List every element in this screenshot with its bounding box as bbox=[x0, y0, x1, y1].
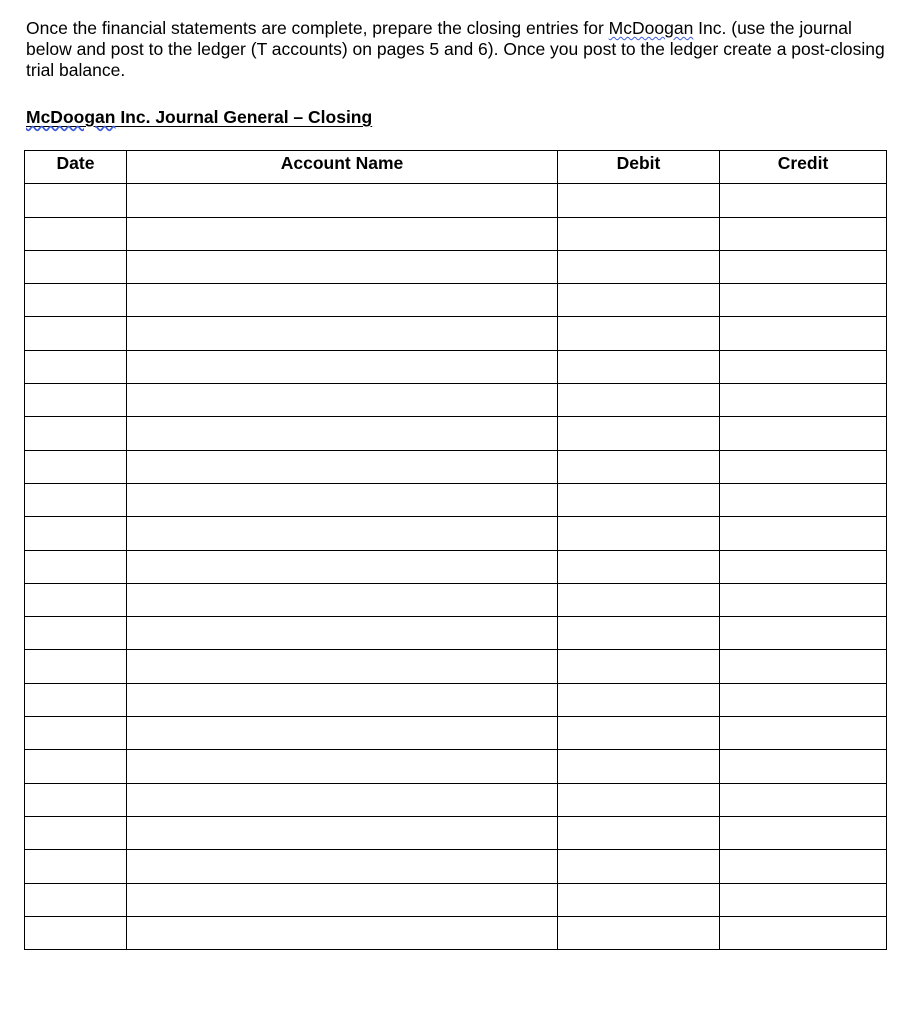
cell-credit[interactable] bbox=[720, 250, 887, 283]
cell-date[interactable] bbox=[25, 650, 127, 683]
cell-debit[interactable] bbox=[558, 384, 720, 417]
cell-credit[interactable] bbox=[720, 583, 887, 616]
table-row bbox=[25, 883, 887, 916]
cell-debit[interactable] bbox=[558, 483, 720, 516]
cell-date[interactable] bbox=[25, 450, 127, 483]
table-row bbox=[25, 916, 887, 949]
cell-debit[interactable] bbox=[558, 750, 720, 783]
header-credit: Credit bbox=[720, 151, 887, 184]
cell-account[interactable] bbox=[127, 384, 558, 417]
cell-account[interactable] bbox=[127, 650, 558, 683]
cell-debit[interactable] bbox=[558, 184, 720, 217]
cell-account[interactable] bbox=[127, 217, 558, 250]
cell-account[interactable] bbox=[127, 750, 558, 783]
cell-debit[interactable] bbox=[558, 284, 720, 317]
cell-date[interactable] bbox=[25, 184, 127, 217]
table-row bbox=[25, 683, 887, 716]
cell-credit[interactable] bbox=[720, 450, 887, 483]
cell-date[interactable] bbox=[25, 517, 127, 550]
cell-credit[interactable] bbox=[720, 517, 887, 550]
cell-credit[interactable] bbox=[720, 883, 887, 916]
cell-credit[interactable] bbox=[720, 284, 887, 317]
table-row bbox=[25, 750, 887, 783]
table-row bbox=[25, 850, 887, 883]
journal-title-company: McDoogan bbox=[26, 107, 116, 127]
cell-account[interactable] bbox=[127, 450, 558, 483]
cell-credit[interactable] bbox=[720, 650, 887, 683]
cell-credit[interactable] bbox=[720, 317, 887, 350]
cell-account[interactable] bbox=[127, 583, 558, 616]
cell-account[interactable] bbox=[127, 284, 558, 317]
cell-account[interactable] bbox=[127, 417, 558, 450]
cell-account[interactable] bbox=[127, 916, 558, 949]
table-row bbox=[25, 317, 887, 350]
cell-date[interactable] bbox=[25, 483, 127, 516]
instructions-text-start: Once the financial statements are complete, prepare the closing entries for bbox=[26, 18, 609, 38]
table-row bbox=[25, 550, 887, 583]
cell-debit[interactable] bbox=[558, 417, 720, 450]
cell-credit[interactable] bbox=[720, 417, 887, 450]
cell-date[interactable] bbox=[25, 417, 127, 450]
journal-title bbox=[26, 106, 376, 128]
cell-debit[interactable] bbox=[558, 916, 720, 949]
cell-date[interactable] bbox=[25, 816, 127, 849]
cell-debit[interactable] bbox=[558, 350, 720, 383]
cell-credit[interactable] bbox=[720, 750, 887, 783]
cell-account[interactable] bbox=[127, 617, 558, 650]
cell-account[interactable] bbox=[127, 250, 558, 283]
table-row bbox=[25, 217, 887, 250]
cell-debit[interactable] bbox=[558, 450, 720, 483]
cell-date[interactable] bbox=[25, 583, 127, 616]
cell-date[interactable] bbox=[25, 317, 127, 350]
table-row bbox=[25, 450, 887, 483]
cell-credit[interactable] bbox=[720, 184, 887, 217]
journal-table bbox=[24, 150, 887, 950]
cell-credit[interactable] bbox=[720, 483, 887, 516]
cell-debit[interactable] bbox=[558, 783, 720, 816]
cell-debit[interactable] bbox=[558, 517, 720, 550]
cell-debit[interactable] bbox=[558, 217, 720, 250]
cell-account[interactable] bbox=[127, 883, 558, 916]
cell-debit[interactable] bbox=[558, 850, 720, 883]
table-row bbox=[25, 517, 887, 550]
cell-date[interactable] bbox=[25, 916, 127, 949]
table-row bbox=[25, 350, 887, 383]
cell-date[interactable] bbox=[25, 217, 127, 250]
cell-credit[interactable] bbox=[720, 350, 887, 383]
cell-account[interactable] bbox=[127, 350, 558, 383]
instructions-paragraph bbox=[26, 18, 896, 81]
header-date: Date bbox=[25, 151, 127, 184]
cell-debit[interactable] bbox=[558, 583, 720, 616]
cell-debit[interactable] bbox=[558, 250, 720, 283]
table-row bbox=[25, 284, 887, 317]
header-debit: Debit bbox=[558, 151, 720, 184]
cell-debit[interactable] bbox=[558, 650, 720, 683]
cell-date[interactable] bbox=[25, 850, 127, 883]
cell-debit[interactable] bbox=[558, 717, 720, 750]
table-row bbox=[25, 717, 887, 750]
cell-date[interactable] bbox=[25, 883, 127, 916]
journal-header bbox=[25, 151, 887, 184]
cell-date[interactable] bbox=[25, 750, 127, 783]
table-row bbox=[25, 184, 887, 217]
cell-date[interactable] bbox=[25, 384, 127, 417]
cell-date[interactable] bbox=[25, 717, 127, 750]
journal-header-row bbox=[25, 151, 887, 184]
cell-credit[interactable] bbox=[720, 550, 887, 583]
cell-account[interactable] bbox=[127, 850, 558, 883]
cell-credit[interactable] bbox=[720, 384, 887, 417]
cell-date[interactable] bbox=[25, 284, 127, 317]
cell-date[interactable] bbox=[25, 250, 127, 283]
cell-credit[interactable] bbox=[720, 850, 887, 883]
cell-date[interactable] bbox=[25, 350, 127, 383]
cell-date[interactable] bbox=[25, 550, 127, 583]
cell-account[interactable] bbox=[127, 483, 558, 516]
cell-account[interactable] bbox=[127, 783, 558, 816]
cell-debit[interactable] bbox=[558, 816, 720, 849]
cell-account[interactable] bbox=[127, 184, 558, 217]
cell-debit[interactable] bbox=[558, 317, 720, 350]
table-row bbox=[25, 650, 887, 683]
cell-account[interactable] bbox=[127, 683, 558, 716]
cell-credit[interactable] bbox=[720, 617, 887, 650]
cell-credit[interactable] bbox=[720, 717, 887, 750]
table-row bbox=[25, 250, 887, 283]
cell-debit[interactable] bbox=[558, 683, 720, 716]
table-row bbox=[25, 783, 887, 816]
company-name-misspelled: McDoogan bbox=[608, 18, 694, 38]
cell-credit[interactable] bbox=[720, 916, 887, 949]
journal-body bbox=[25, 184, 887, 950]
cell-credit[interactable] bbox=[720, 816, 887, 849]
cell-date[interactable] bbox=[25, 783, 127, 816]
cell-account[interactable] bbox=[127, 550, 558, 583]
cell-account[interactable] bbox=[127, 317, 558, 350]
table-row bbox=[25, 417, 887, 450]
cell-account[interactable] bbox=[127, 517, 558, 550]
cell-credit[interactable] bbox=[720, 783, 887, 816]
cell-credit[interactable] bbox=[720, 217, 887, 250]
cell-debit[interactable] bbox=[558, 617, 720, 650]
cell-debit[interactable] bbox=[558, 550, 720, 583]
cell-account[interactable] bbox=[127, 717, 558, 750]
table-row bbox=[25, 384, 887, 417]
cell-debit[interactable] bbox=[558, 883, 720, 916]
table-row bbox=[25, 816, 887, 849]
header-account-name: Account Name bbox=[127, 151, 558, 184]
instructions-text-end: Inc. (use the journal below and post to the ledger (T accounts) on pages 5 and 6). Once you post to the ledger create a post-closing trial balance. bbox=[26, 18, 885, 80]
journal-title-rest: Inc. Journal General – Closing bbox=[115, 107, 373, 127]
cell-account[interactable] bbox=[127, 816, 558, 849]
cell-date[interactable] bbox=[25, 617, 127, 650]
table-row bbox=[25, 483, 887, 516]
cell-date[interactable] bbox=[25, 683, 127, 716]
cell-credit[interactable] bbox=[720, 683, 887, 716]
table-row bbox=[25, 617, 887, 650]
table-row bbox=[25, 583, 887, 616]
